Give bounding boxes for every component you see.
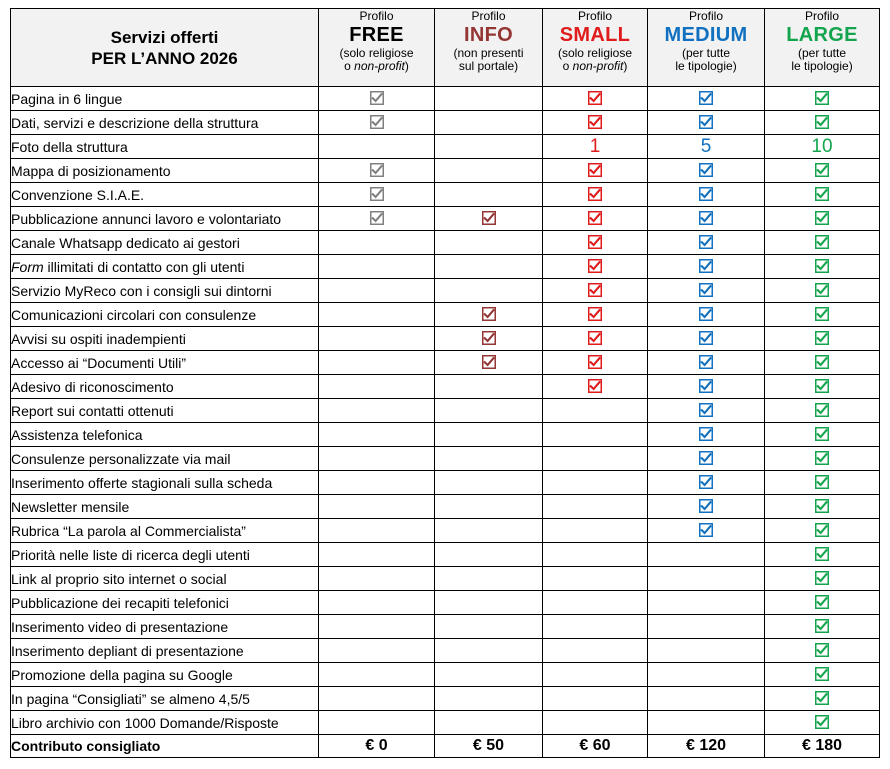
profile-header-large [765, 9, 880, 87]
checkbox-checked-icon [815, 499, 829, 513]
feature-label: Promozione della pagina su Google [11, 663, 319, 687]
cell-large [765, 687, 880, 711]
cell-large [765, 375, 880, 399]
cell-small [543, 303, 648, 327]
cell-info-empty [435, 375, 543, 399]
checkbox-checked-icon [588, 355, 602, 369]
cell-small [543, 111, 648, 135]
checkbox-checked-icon [815, 307, 829, 321]
cell-medium [648, 159, 765, 183]
cell-medium-empty [648, 543, 765, 567]
table-row [11, 711, 880, 735]
cell-free-empty [319, 279, 435, 303]
checkbox-checked-icon [815, 403, 829, 417]
checkbox-checked-icon [588, 211, 602, 225]
feature-label: Comunicazioni circolari con consulenze [11, 303, 319, 327]
profile-name-medium: MEDIUM [664, 24, 748, 46]
feature-label: Pubblicazione annunci lavoro e volontariato [11, 207, 319, 231]
photo-count-medium: 5 [648, 135, 765, 159]
checkbox-checked-icon [815, 331, 829, 345]
feature-label: Avvisi su ospiti inadempienti [11, 327, 319, 351]
feature-label: Canale Whatsapp dedicato ai gestori [11, 231, 319, 255]
price-free: € 0 [319, 735, 435, 758]
cell-free-empty [319, 471, 435, 495]
cell-medium [648, 447, 765, 471]
feature-label: Rubrica “La parola al Commercialista” [11, 519, 319, 543]
cell-large [765, 543, 880, 567]
cell-medium [648, 87, 765, 111]
cell-free-empty [319, 591, 435, 615]
cell-large [765, 471, 880, 495]
cell-info-empty [435, 423, 543, 447]
header-row [11, 9, 880, 87]
checkbox-checked-icon [699, 211, 713, 225]
cell-free-empty [319, 399, 435, 423]
checkbox-checked-icon [699, 475, 713, 489]
profile-name-small: SMALL [559, 24, 631, 46]
cell-info-empty [435, 159, 543, 183]
table-row [11, 279, 880, 303]
title-line-2: PER L’ANNO 2026 [91, 48, 238, 68]
table-row [11, 687, 880, 711]
cell-free-empty [319, 615, 435, 639]
cell-info-empty [435, 543, 543, 567]
checkbox-checked-icon [815, 523, 829, 537]
profile-note-medium: (per tutte le tipologie) [675, 46, 737, 73]
cell-large [765, 303, 880, 327]
cell-info-empty [435, 447, 543, 471]
cell-info-empty [435, 615, 543, 639]
services-table [10, 8, 880, 758]
table-row [11, 255, 880, 279]
profile-label: Profilo [577, 9, 612, 23]
cell-free [319, 207, 435, 231]
cell-info-empty [435, 135, 543, 159]
cell-free-empty [319, 543, 435, 567]
checkbox-checked-icon [588, 187, 602, 201]
cell-free-empty [319, 375, 435, 399]
checkbox-checked-icon [815, 691, 829, 705]
checkbox-checked-icon [815, 595, 829, 609]
cell-small-empty [543, 447, 648, 471]
cell-free-empty [319, 663, 435, 687]
checkbox-checked-icon [699, 499, 713, 513]
cell-large [765, 207, 880, 231]
cell-info-empty [435, 591, 543, 615]
cell-info-empty [435, 519, 543, 543]
cell-info-empty [435, 567, 543, 591]
cell-large [765, 519, 880, 543]
feature-label: Assistenza telefonica [11, 423, 319, 447]
checkbox-checked-icon [699, 379, 713, 393]
cell-large [765, 495, 880, 519]
feature-label: Inserimento video di presentazione [11, 615, 319, 639]
feature-label: Inserimento offerte stagionali sulla scheda [11, 471, 319, 495]
checkbox-checked-icon [815, 187, 829, 201]
table-row [11, 375, 880, 399]
cell-small-empty [543, 639, 648, 663]
checkbox-checked-icon [815, 211, 829, 225]
cell-medium [648, 375, 765, 399]
cell-info [435, 327, 543, 351]
profile-label: Profilo [688, 9, 723, 23]
checkbox-checked-icon [370, 187, 384, 201]
profile-label: Profilo [359, 9, 394, 23]
price-small: € 60 [543, 735, 648, 758]
checkbox-checked-icon [699, 235, 713, 249]
total-label: Contributo consigliato [11, 735, 319, 758]
cell-free [319, 159, 435, 183]
cell-medium-empty [648, 615, 765, 639]
cell-small-empty [543, 543, 648, 567]
checkbox-checked-icon [370, 163, 384, 177]
table-row [11, 303, 880, 327]
table-row [11, 567, 880, 591]
cell-medium [648, 399, 765, 423]
cell-small [543, 231, 648, 255]
checkbox-checked-icon [815, 571, 829, 585]
cell-small-empty [543, 711, 648, 735]
profile-header-small [543, 9, 648, 87]
cell-small [543, 351, 648, 375]
cell-info-empty [435, 687, 543, 711]
cell-info-empty [435, 495, 543, 519]
cell-info-empty [435, 279, 543, 303]
feature-label: In pagina “Consigliati” se almeno 4,5/5 [11, 687, 319, 711]
cell-large [765, 663, 880, 687]
photo-count-small: 1 [543, 135, 648, 159]
cell-large [765, 615, 880, 639]
cell-info-empty [435, 183, 543, 207]
cell-small-empty [543, 495, 648, 519]
table-row [11, 591, 880, 615]
cell-info-empty [435, 87, 543, 111]
profile-name-large: LARGE [786, 24, 858, 46]
photo-count-large: 10 [765, 135, 880, 159]
cell-free-empty [319, 303, 435, 327]
feature-rows [11, 87, 880, 735]
cell-free [319, 87, 435, 111]
table-row [11, 207, 880, 231]
cell-info-empty [435, 663, 543, 687]
table-row [11, 159, 880, 183]
cell-free-empty [319, 687, 435, 711]
cell-free-empty [319, 231, 435, 255]
cell-medium [648, 303, 765, 327]
cell-medium [648, 471, 765, 495]
checkbox-checked-icon [482, 331, 496, 345]
checkbox-checked-icon [370, 91, 384, 105]
cell-info-empty [435, 639, 543, 663]
feature-label: Adesivo di riconoscimento [11, 375, 319, 399]
checkbox-checked-icon [815, 259, 829, 273]
cell-small [543, 183, 648, 207]
profile-header-info [435, 9, 543, 87]
table-row [11, 351, 880, 375]
feature-label: Report sui contatti ottenuti [11, 399, 319, 423]
cell-small [543, 207, 648, 231]
checkbox-checked-icon [588, 331, 602, 345]
cell-free-empty [319, 711, 435, 735]
table-title [11, 9, 319, 87]
cell-medium-empty [648, 687, 765, 711]
feature-label: Accesso ai “Documenti Utili” [11, 351, 319, 375]
cell-free-empty [319, 495, 435, 519]
cell-large [765, 399, 880, 423]
cell-medium-empty [648, 711, 765, 735]
cell-small-empty [543, 471, 648, 495]
cell-large [765, 591, 880, 615]
cell-medium [648, 519, 765, 543]
feature-label: Inserimento depliant di presentazione [11, 639, 319, 663]
checkbox-checked-icon [699, 403, 713, 417]
checkbox-checked-icon [588, 259, 602, 273]
table-row [11, 87, 880, 111]
cell-large [765, 327, 880, 351]
cell-free-empty [319, 135, 435, 159]
cell-small-empty [543, 399, 648, 423]
checkbox-checked-icon [815, 451, 829, 465]
cell-large [765, 159, 880, 183]
checkbox-checked-icon [588, 235, 602, 249]
cell-small-empty [543, 567, 648, 591]
checkbox-checked-icon [482, 211, 496, 225]
checkbox-checked-icon [588, 163, 602, 177]
table-row [11, 135, 880, 159]
cell-free-empty [319, 327, 435, 351]
cell-large [765, 711, 880, 735]
cell-large [765, 567, 880, 591]
cell-free-empty [319, 519, 435, 543]
checkbox-checked-icon [699, 523, 713, 537]
cell-small-empty [543, 423, 648, 447]
cell-info-empty [435, 231, 543, 255]
cell-info [435, 351, 543, 375]
cell-info-empty [435, 255, 543, 279]
checkbox-checked-icon [815, 427, 829, 441]
cell-large [765, 351, 880, 375]
cell-free-empty [319, 255, 435, 279]
cell-free [319, 183, 435, 207]
cell-medium [648, 495, 765, 519]
checkbox-checked-icon [815, 715, 829, 729]
checkbox-checked-icon [815, 283, 829, 297]
cell-medium [648, 111, 765, 135]
checkbox-checked-icon [815, 115, 829, 129]
checkbox-checked-icon [588, 379, 602, 393]
feature-label: Link al proprio sito internet o social [11, 567, 319, 591]
profile-note-small: (solo religiose o non-profit) [557, 46, 633, 73]
table-row [11, 639, 880, 663]
cell-info-empty [435, 711, 543, 735]
checkbox-checked-icon [699, 355, 713, 369]
profile-header-free [319, 9, 435, 87]
checkbox-checked-icon [699, 91, 713, 105]
checkbox-checked-icon [699, 427, 713, 441]
feature-label: Form illimitati di contatto con gli utenti [11, 255, 319, 279]
checkbox-checked-icon [699, 331, 713, 345]
checkbox-checked-icon [588, 115, 602, 129]
table-row [11, 399, 880, 423]
feature-label: Dati, servizi e descrizione della struttura [11, 111, 319, 135]
checkbox-checked-icon [699, 307, 713, 321]
cell-large [765, 231, 880, 255]
cell-large [765, 423, 880, 447]
table-row [11, 423, 880, 447]
feature-label: Servizio MyReco con i consigli sui dintorni [11, 279, 319, 303]
checkbox-checked-icon [815, 355, 829, 369]
cell-medium-empty [648, 567, 765, 591]
feature-label: Libro archivio con 1000 Domande/Risposte [11, 711, 319, 735]
feature-label: Consulenze personalizzate via mail [11, 447, 319, 471]
cell-medium-empty [648, 639, 765, 663]
checkbox-checked-icon [815, 163, 829, 177]
cell-free-empty [319, 423, 435, 447]
checkbox-checked-icon [370, 115, 384, 129]
cell-medium-empty [648, 591, 765, 615]
feature-label: Convenzione S.I.A.E. [11, 183, 319, 207]
checkbox-checked-icon [815, 475, 829, 489]
profile-name-info: INFO [464, 24, 513, 46]
total-row [11, 735, 880, 758]
checkbox-checked-icon [699, 115, 713, 129]
checkbox-checked-icon [815, 235, 829, 249]
cell-medium [648, 327, 765, 351]
cell-small [543, 159, 648, 183]
cell-free-empty [319, 639, 435, 663]
cell-large [765, 87, 880, 111]
profile-note-free: (solo religiose o non-profit) [339, 46, 414, 73]
feature-label: Pagina in 6 lingue [11, 87, 319, 111]
cell-medium-empty [648, 663, 765, 687]
profile-note-info: (non presenti sul portale) [453, 46, 524, 73]
cell-free-empty [319, 567, 435, 591]
checkbox-checked-icon [699, 163, 713, 177]
table-row [11, 183, 880, 207]
cell-info [435, 303, 543, 327]
checkbox-checked-icon [699, 283, 713, 297]
checkbox-checked-icon [815, 619, 829, 633]
cell-small [543, 255, 648, 279]
table-row [11, 543, 880, 567]
cell-small-empty [543, 591, 648, 615]
profile-note-large: (per tutte le tipologie) [791, 46, 853, 73]
table-row [11, 111, 880, 135]
cell-medium [648, 351, 765, 375]
cell-free-empty [319, 351, 435, 375]
cell-large [765, 639, 880, 663]
checkbox-checked-icon [815, 547, 829, 561]
checkbox-checked-icon [815, 91, 829, 105]
checkbox-checked-icon [699, 259, 713, 273]
cell-info-empty [435, 471, 543, 495]
cell-small-empty [543, 687, 648, 711]
cell-medium [648, 423, 765, 447]
table-row [11, 231, 880, 255]
cell-small [543, 327, 648, 351]
feature-label: Mappa di posizionamento [11, 159, 319, 183]
cell-small-empty [543, 519, 648, 543]
profile-label: Profilo [471, 9, 506, 23]
cell-large [765, 255, 880, 279]
checkbox-checked-icon [815, 643, 829, 657]
cell-info [435, 207, 543, 231]
checkbox-checked-icon [482, 307, 496, 321]
cell-medium [648, 183, 765, 207]
cell-large [765, 447, 880, 471]
cell-medium [648, 207, 765, 231]
table-row [11, 447, 880, 471]
price-large: € 180 [765, 735, 880, 758]
feature-label: Newsletter mensile [11, 495, 319, 519]
cell-small [543, 87, 648, 111]
cell-medium [648, 231, 765, 255]
profile-name-free: FREE [349, 24, 404, 46]
title-line-1: Servizi offerti [110, 27, 219, 47]
table-row [11, 663, 880, 687]
checkbox-checked-icon [588, 283, 602, 297]
checkbox-checked-icon [588, 307, 602, 321]
checkbox-checked-icon [815, 667, 829, 681]
table-row [11, 519, 880, 543]
checkbox-checked-icon [370, 211, 384, 225]
table-row [11, 615, 880, 639]
cell-medium [648, 255, 765, 279]
table-row [11, 495, 880, 519]
checkbox-checked-icon [482, 355, 496, 369]
cell-large [765, 183, 880, 207]
price-medium: € 120 [648, 735, 765, 758]
cell-large [765, 111, 880, 135]
table-row [11, 327, 880, 351]
cell-medium [648, 279, 765, 303]
profile-header-medium [648, 9, 765, 87]
cell-small-empty [543, 615, 648, 639]
cell-info-empty [435, 111, 543, 135]
feature-label: Pubblicazione dei recapiti telefonici [11, 591, 319, 615]
feature-label: Foto della struttura [11, 135, 319, 159]
cell-free-empty [319, 447, 435, 471]
checkbox-checked-icon [815, 379, 829, 393]
cell-free [319, 111, 435, 135]
cell-info-empty [435, 399, 543, 423]
checkbox-checked-icon [699, 187, 713, 201]
feature-label: Priorità nelle liste di ricerca degli utenti [11, 543, 319, 567]
checkbox-checked-icon [699, 451, 713, 465]
price-info: € 50 [435, 735, 543, 758]
checkbox-checked-icon [588, 91, 602, 105]
profile-label: Profilo [804, 9, 839, 23]
table-row [11, 471, 880, 495]
cell-small [543, 279, 648, 303]
cell-small-empty [543, 663, 648, 687]
cell-large [765, 279, 880, 303]
cell-small [543, 375, 648, 399]
